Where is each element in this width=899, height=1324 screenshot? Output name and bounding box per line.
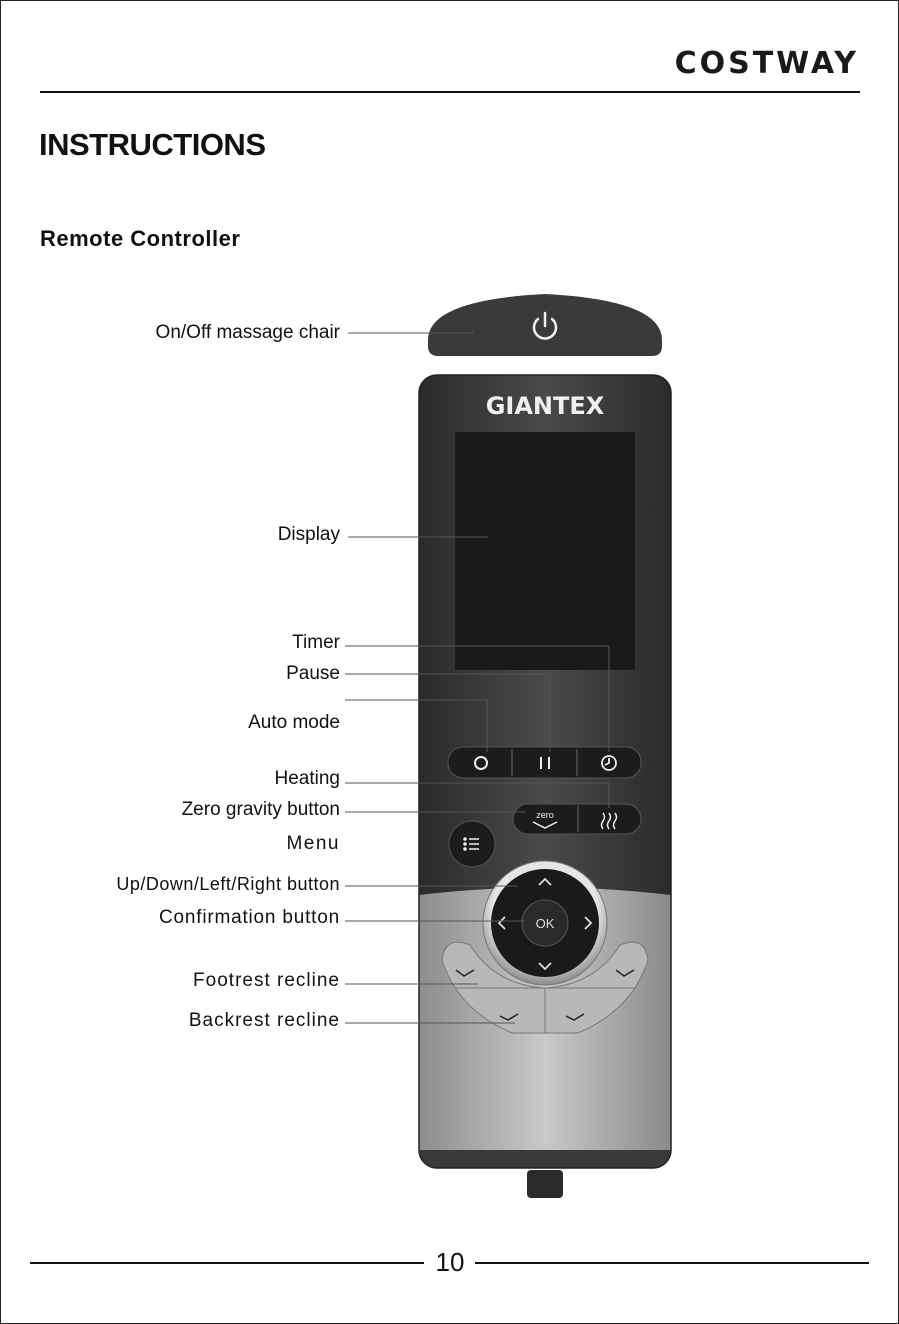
label-on-off: On/Off massage chair (155, 322, 340, 343)
label-zero-gravity: Zero gravity button (181, 799, 340, 820)
display-screen (455, 432, 635, 670)
footer-rule-left (30, 1262, 424, 1264)
label-pause: Pause (286, 663, 340, 684)
cable-connector (527, 1170, 563, 1198)
footer-rule-right (475, 1262, 869, 1264)
brand-logo: COSTWAY (674, 46, 859, 81)
label-display: Display (277, 524, 340, 545)
page-title: INSTRUCTIONS (39, 127, 266, 162)
label-backrest: Backrest recline (188, 1010, 340, 1031)
label-heating: Heating (274, 768, 340, 789)
page-number: 10 (435, 1247, 465, 1277)
label-auto-mode: Auto mode (248, 712, 340, 733)
label-confirmation: Confirmation button (158, 907, 340, 928)
svg-text:zero: zero (536, 810, 554, 820)
label-menu: Menu (286, 833, 340, 854)
ok-label: OK (535, 916, 555, 931)
label-timer: Timer (292, 632, 340, 653)
section-title: Remote Controller (40, 226, 241, 251)
label-arrows: Up/Down/Left/Right button (116, 874, 340, 894)
label-footrest: Footrest recline (193, 970, 340, 991)
giantex-logo: GIANTEX (485, 392, 605, 420)
